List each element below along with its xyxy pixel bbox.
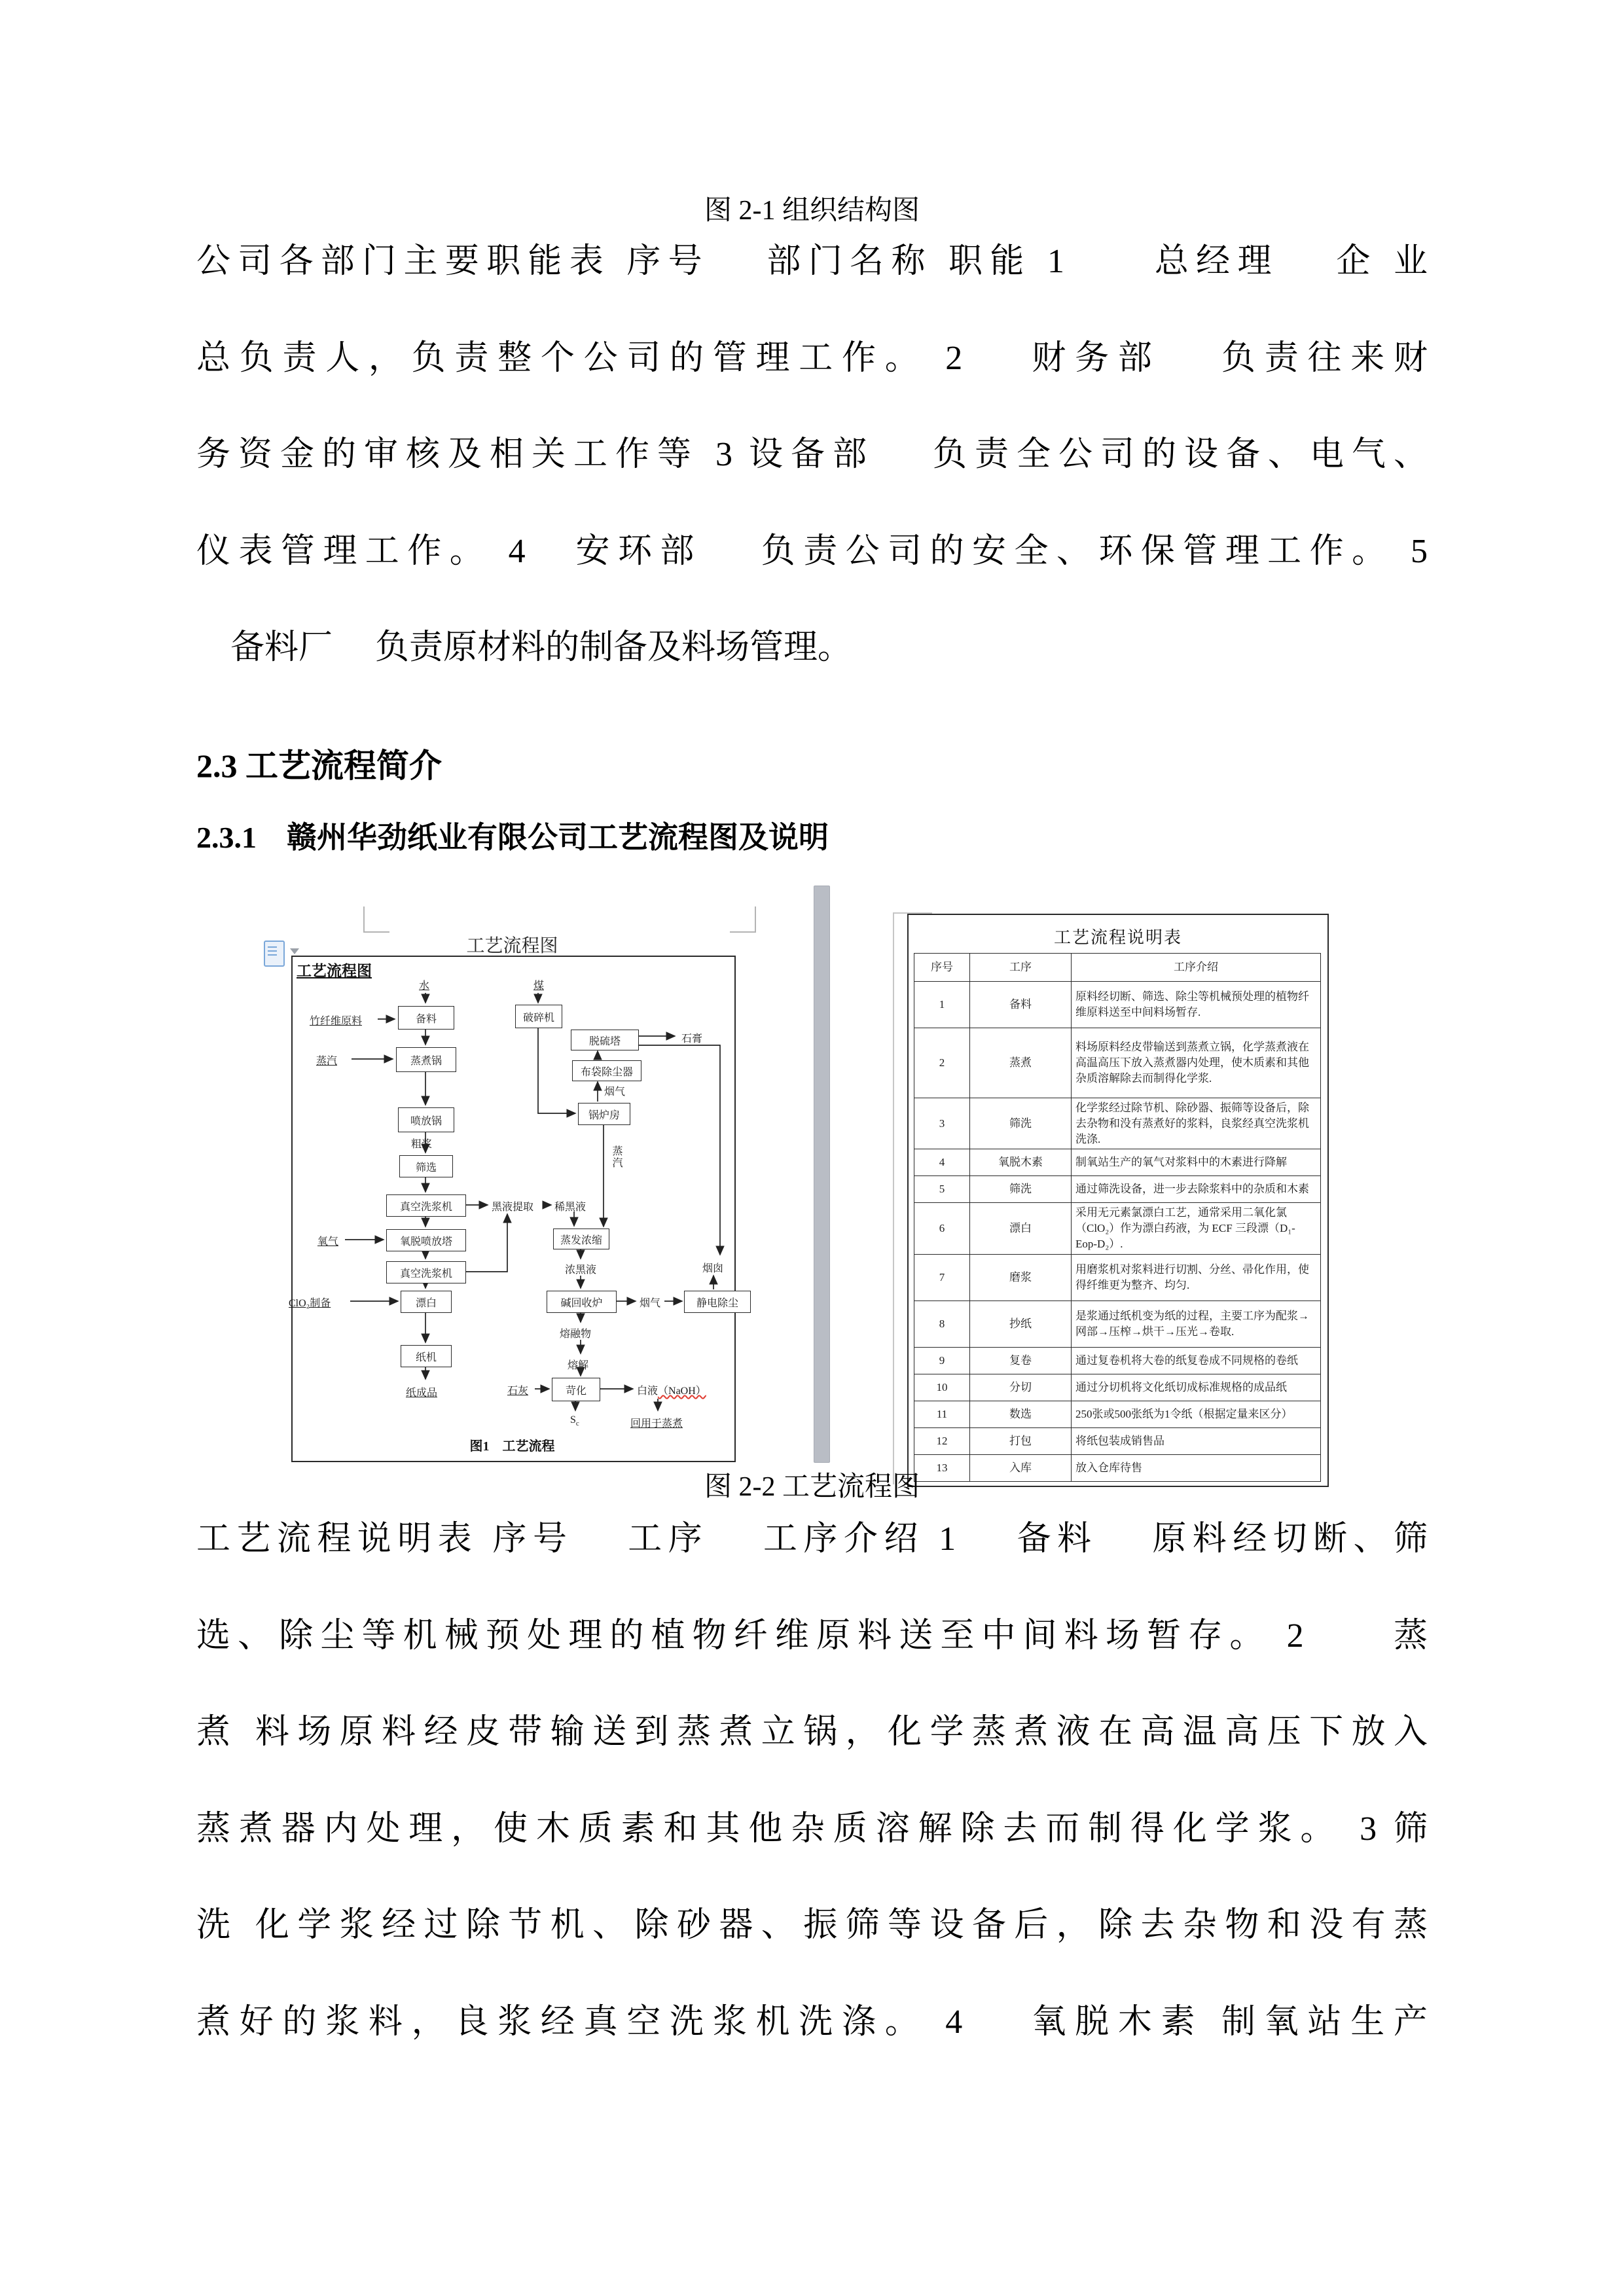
cell-desc: 将纸包装成销售品 [1072,1427,1321,1454]
cell-step: 蒸煮 [970,1028,1072,1098]
cell-step: 氧脱木素 [970,1149,1072,1176]
process-description-paragraph [196,1491,1428,2070]
table-row [914,1427,1321,1454]
flowchart-frame-label: 工艺流程图 [297,963,372,979]
column-header-no: 序号 [914,954,970,982]
node-bleaching: 漂白 [401,1291,452,1313]
paragraph-line: 总负责人，负责整个公司的管理工作。 2 财务部 负责往来财 [196,339,1428,377]
node-electrostatic-precipitator: 静电除尘 [684,1291,751,1313]
cell-desc: 化学浆经过除节机、除砂器、振筛等设备后，除去杂物和没有蒸煮好的浆料，良浆经真空洗浆机洗涤. [1072,1098,1321,1149]
cell-desc: 250张或500张纸为1令纸（根据定量来区分） [1072,1401,1321,1427]
cell-step: 入库 [970,1454,1072,1481]
cell-desc: 通过分切机将文化纸切成标准规格的成品纸 [1072,1374,1321,1401]
label-smelt: 熔融物 [560,1329,592,1340]
cell-desc: 通过筛洗设备，进一步去除浆料中的杂质和木素 [1072,1176,1321,1203]
cell-desc: 制氧站生产的氧气对浆料中的木素进行降解 [1072,1149,1321,1176]
cell-step: 备料 [970,982,1072,1028]
node-bag-filter: 布袋除尘器 [572,1060,641,1081]
paragraph-line: 蒸煮器内处理，使木质素和其他杂质溶解除去而制得化学浆。 3 筛 [196,1810,1428,1848]
table-title: 工艺流程说明表 [1053,928,1182,947]
node-recovery-boiler: 碱回收炉 [547,1291,617,1313]
label-clo2-preparation: ClO₂制备 [289,1298,331,1309]
cell-no: 8 [914,1300,970,1347]
node-desulfurization-tower: 脱硫塔 [571,1030,639,1050]
paragraph-line: 工艺流程说明表 序号 工序 工序介绍 1 备料 原料经切断、筛 [196,1520,1428,1558]
label-chimney: 烟囱 [702,1263,724,1274]
table-row [914,1203,1321,1254]
cell-desc: 通过复卷机将大卷的纸复卷成不同规格的卷纸 [1072,1347,1321,1374]
label-weak-black-liquor: 稀黑液 [554,1202,586,1213]
table-row [914,1300,1321,1347]
column-header-step: 工序 [970,954,1072,982]
flowchart-connectors [252,867,835,1476]
document-icon [264,941,285,967]
section-heading-2-3: 2.3 工艺流程简介 [196,747,442,784]
cell-step: 筛洗 [970,1176,1072,1203]
label-black-liquor-extraction: 黑液提取 [492,1202,534,1213]
label-coarse-pulp: 粗浆 [411,1139,433,1150]
section-heading-2-3-1: 2.3.1 赣州华劲纸业有限公司工艺流程图及说明 [196,821,829,854]
paragraph-line: 选、除尘等机械预处理的植物纤维原料送至中间料场暂存。 2 蒸 [196,1617,1428,1655]
node-evaporation: 蒸发浓缩 [553,1229,609,1249]
process-table [914,953,1321,1482]
department-functions-paragraph [196,213,1428,696]
table-row [914,1098,1321,1149]
paragraph-line: 煮好的浆料，良浆经真空洗浆机洗涤。 4 氧脱木素 制氧站生产 [196,2003,1428,2041]
process-flowchart-image [252,867,835,1476]
label-steam-in: 蒸汽 [316,1056,338,1067]
node-screening: 筛选 [399,1155,453,1177]
cell-no: 6 [914,1203,970,1254]
label-gypsum: 石膏 [681,1033,703,1045]
node-preparation: 备料 [398,1006,454,1030]
flowchart-title: 工艺流程图 [466,936,558,956]
label-paper-product: 纸成品 [406,1388,438,1399]
table-row [914,1347,1321,1374]
node-vacuum-washer-1: 真空洗浆机 [386,1194,466,1217]
cell-desc: 放入仓库待售 [1072,1454,1321,1481]
cell-no: 13 [914,1454,970,1481]
label-flue-gas-boiler: 烟气 [604,1086,626,1098]
chevron-down-icon[interactable] [290,948,299,954]
label-s-sub: c [575,1420,579,1428]
table-row [914,1254,1321,1300]
label-water: 水 [419,980,430,992]
word-document-icon[interactable] [264,941,303,972]
label-white-liquor [637,1382,706,1397]
label-bamboo-fiber-raw-material: 竹纤维原料 [310,1016,363,1027]
cell-no: 7 [914,1254,970,1300]
label-naoh: （NaOH） [658,1386,706,1397]
node-digester: 蒸煮锅 [396,1047,456,1072]
node-oxygen-delignification-tower: 氧脱喷放塔 [386,1229,466,1251]
cell-no: 5 [914,1176,970,1203]
cell-desc: 料场原料经皮带输送到蒸煮立锅，化学蒸煮液在高温高压下放入蒸煮器内处理，使木质素和其他杂质溶解除去而制得化学浆. [1072,1028,1321,1098]
label-coal: 煤 [533,980,545,992]
node-boiler-house: 锅炉房 [578,1103,630,1125]
cell-step: 抄纸 [970,1300,1072,1347]
cell-no: 9 [914,1347,970,1374]
label-steam-vertical: 蒸汽 [611,1145,622,1169]
table-outer-frame [907,914,1329,1487]
label-s-main: S [570,1414,576,1426]
paragraph-line: 备料厂 负责原材料的制备及料场管理。 [196,629,852,666]
cell-step: 复卷 [970,1347,1072,1374]
table-row [914,1149,1321,1176]
cell-step: 筛洗 [970,1098,1072,1149]
cell-no: 1 [914,982,970,1028]
column-header-desc: 工序介绍 [1072,954,1321,982]
table-row [914,982,1321,1028]
node-paper-machine: 纸机 [401,1345,452,1367]
cell-desc: 采用无元素氯漂白工艺，通常采用二氧化氯（ClO₂）作为漂白药液，为 ECF 三段漂（D₁-Eop-D₂）. [1072,1203,1321,1254]
paragraph-line: 洗 化学浆经过除节机、除砂器、振筛等设备后，除去杂物和没有蒸 [196,1907,1428,1944]
paragraph-line: 煮 料场原料经皮带输送到蒸煮立锅，化学蒸煮液在高温高压下放入 [196,1713,1428,1751]
cell-no: 4 [914,1149,970,1176]
node-vacuum-washer-2: 真空洗浆机 [386,1261,466,1283]
cell-desc: 用磨浆机对浆料进行切割、分丝、帚化作用，使得纤维更为整齐、均匀. [1072,1254,1321,1300]
paragraph-line: 务资金的审核及相关工作等 3 设备部 负责全公司的设备、电气、 [196,436,1428,473]
flowchart-inner-caption: 图1 工艺流程 [469,1439,555,1454]
table-row [914,1176,1321,1203]
paragraph-line: 公司各部门主要职能表 序号 部门名称 职能 1 总经理 企 业 [196,243,1428,280]
label-reuse-for-cooking: 回用于蒸煮 [630,1418,683,1429]
cell-no: 11 [914,1401,970,1427]
cell-step: 数选 [970,1401,1072,1427]
figure-2-1-caption: 图 2-1 组织结构图 [704,196,920,226]
cell-no: 3 [914,1098,970,1149]
cell-no: 10 [914,1374,970,1401]
cell-no: 2 [914,1028,970,1098]
table-header-row [914,954,1321,982]
table-row [914,1374,1321,1401]
label-dissolving: 熔解 [568,1360,589,1371]
cell-no: 12 [914,1427,970,1454]
node-causticizing: 苛化 [552,1378,600,1401]
table-row [914,1028,1321,1098]
node-crusher: 破碎机 [515,1005,562,1028]
page-edge-line [893,912,894,1484]
cell-step: 磨浆 [970,1254,1072,1300]
label-strong-black-liquor: 浓黑液 [565,1265,597,1276]
figure-2-2-caption: 图 2-2 工艺流程图 [704,1472,920,1502]
cell-step: 漂白 [970,1203,1072,1254]
cell-step: 分切 [970,1374,1072,1401]
paragraph-line: 仪表管理工作。 4 安环部 负责公司的安全、环保管理工作。 5 [196,532,1428,570]
cell-desc: 是浆通过纸机变为纸的过程，主要工序为配浆→网部→压榨→烘干→压光→卷取. [1072,1300,1321,1347]
label-lime: 石灰 [507,1386,529,1397]
label-oxygen: 氧气 [317,1236,339,1247]
process-description-table-image [892,907,1330,1490]
label-s-output [570,1414,579,1427]
node-blow-tank: 喷放锅 [398,1107,454,1132]
cell-step: 打包 [970,1427,1072,1454]
cell-desc: 原料经切断、筛选、除尘等机械预处理的植物纤维原料送至中间料场暂存. [1072,982,1321,1028]
table-row [914,1401,1321,1427]
label-flue-gas-recovery: 烟气 [640,1298,661,1309]
label-white-liquor-text: 白液 [637,1386,659,1397]
